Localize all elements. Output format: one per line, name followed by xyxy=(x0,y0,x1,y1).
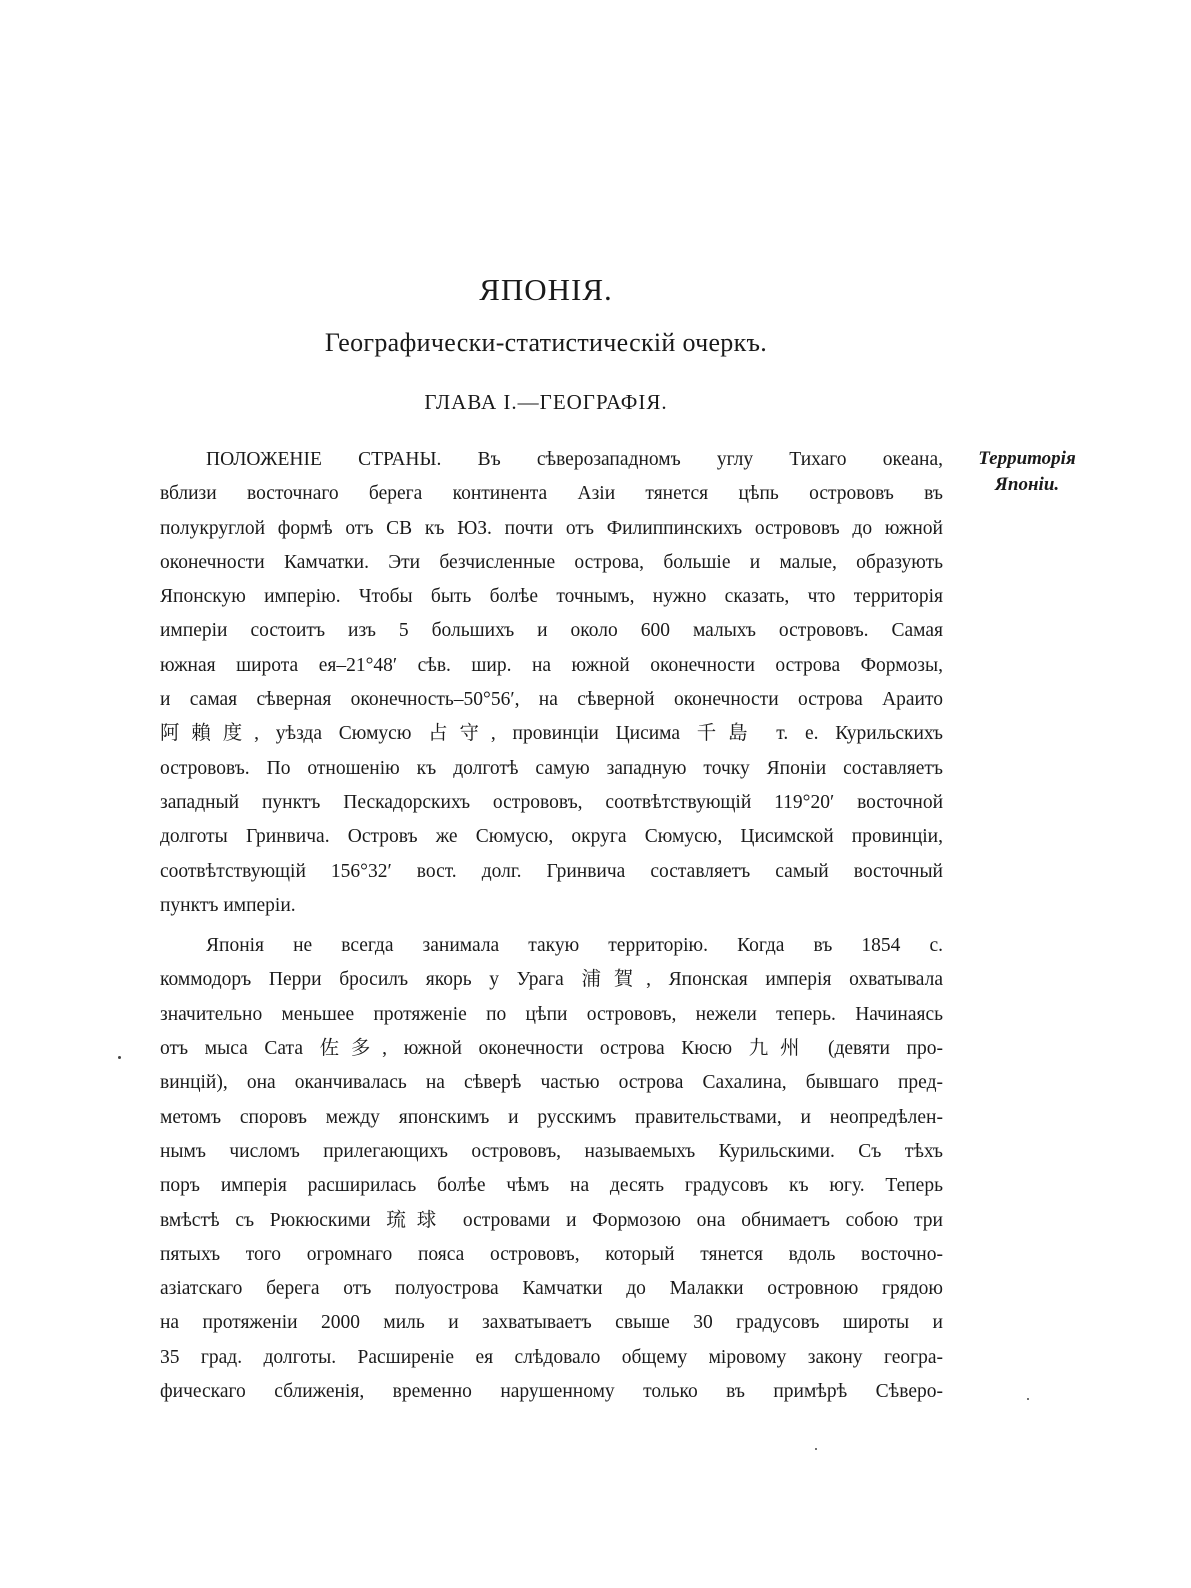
body-text xyxy=(160,443,943,1409)
text-line: соотвѣтствующій 156°32′ вост. долг. Гринвича составляетъ самый восточный xyxy=(160,860,943,882)
text-line: значительно меньшее протяженіе по цѣпи острововъ, нежели теперь. Начинаясь xyxy=(160,1003,943,1025)
margin-note xyxy=(962,446,1092,498)
scan-speck xyxy=(1027,1398,1029,1400)
margin-note-line: Территорія xyxy=(978,448,1076,469)
text-line: острововъ. По отношенію къ долготѣ самую западную точку Японіи составляетъ xyxy=(160,757,943,779)
text-line: нымъ числомъ прилегающихъ острововъ, называемыхъ Курильскими. Съ тѣхъ xyxy=(160,1140,943,1162)
text-line: вблизи восточнаго берега континента Азіи тянется цѣпь острововъ въ xyxy=(160,483,943,505)
text-line: долготы Гринвича. Островъ же Сюмусю, округа Сюмусю, Цисимской провинціи, xyxy=(160,826,943,848)
text-line: Японскую имперію. Чтобы быть болѣе точнымъ, нужно сказать, что территорія xyxy=(160,586,943,608)
paragraph-1 xyxy=(160,443,943,923)
text-line: винцій), она оканчивалась на сѣверѣ частью острова Сахалина, бывшаго пред- xyxy=(160,1072,943,1094)
text-line: коммодоръ Перри бросилъ якорь у Урага 浦賀, Японская имперія охватывала xyxy=(160,969,943,991)
text-line: поръ имперія расширилась болѣе чѣмъ на десять градусовъ къ югу. Теперь xyxy=(160,1175,943,1197)
chapter-heading: ГЛАВА I.—ГЕОГРАФІЯ. xyxy=(424,390,668,414)
text-line: отъ мыса Сата 佐多, южной оконечности острова Кюсю 九州 (девяти про- xyxy=(160,1038,943,1060)
text-line: азіатскаго берега отъ полуострова Камчатки до Малакки островною грядою xyxy=(160,1278,943,1300)
scan-speck xyxy=(118,1056,121,1059)
text-line: оконечности Камчатки. Эти безчисленные острова, большіе и малые, образують xyxy=(160,551,943,573)
margin-note-line: Японіи. xyxy=(994,474,1060,495)
paragraph-2 xyxy=(160,929,943,1409)
text-line: вмѣстѣ съ Рюкюскими 琉球 островами и Формозою она обнимаетъ собою три xyxy=(160,1209,943,1231)
page-subtitle: Географически-статистическій очеркъ. xyxy=(324,328,768,357)
scan-speck xyxy=(815,1448,817,1450)
text-line: фическаго сближенія, временно нарушенному только въ примѣрѣ Сѣверо- xyxy=(160,1381,943,1403)
text-line: пунктъ имперіи. xyxy=(160,894,296,916)
text-line: имперіи состоитъ изъ 5 большихъ и около 600 малыхъ острововъ. Самая xyxy=(160,620,943,642)
text-line: ПОЛОЖЕНІЕ СТРАНЫ. Въ сѣверозападномъ углу Тихаго океана, xyxy=(206,449,943,470)
text-line: пятыхъ того огромнаго пояса острововъ, который тянется вдоль восточно- xyxy=(160,1243,943,1265)
text-line: 阿賴度, уѣзда Сюмусю 占守, провинціи Цисима 千島 т. е. Курильскихъ xyxy=(160,723,943,745)
text-line: западный пунктъ Пескадорскихъ острововъ, соотвѣтствующій 119°20′ восточной xyxy=(160,791,943,813)
text-line: и самая сѣверная оконечность–50°56′, на сѣверной оконечности острова Араито xyxy=(160,689,943,711)
text-line: южная широта ея–21°48′ сѣв. шир. на южной оконечности острова Формозы, xyxy=(160,654,943,676)
text-line: Японія не всегда занимала такую территорію. Когда въ 1854 с. xyxy=(206,935,943,957)
text-line: полукруглой формѣ отъ СВ къ ЮЗ. почти отъ Филиппинскихъ острововъ до южной xyxy=(160,517,943,539)
text-line: метомъ споровъ между японскимъ и русскимъ правительствами, и неопредѣлен- xyxy=(160,1106,943,1128)
text-line: 35 град. долготы. Расширеніе ея слѣдовало общему міровому закону геогра- xyxy=(160,1346,943,1368)
text-line: на протяженіи 2000 миль и захватываетъ свыше 30 градусовъ широты и xyxy=(160,1312,943,1334)
page-title: ЯПОНІЯ. xyxy=(479,272,613,307)
